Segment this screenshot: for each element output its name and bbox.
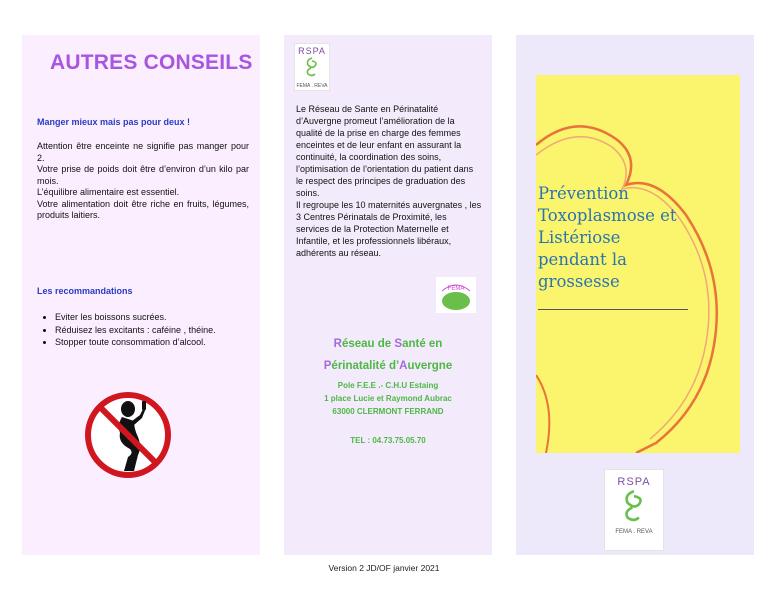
cover-title-line: Listériose (538, 228, 621, 247)
baby-logo-icon (303, 56, 321, 78)
logo-subtext: FEMA . REVA (296, 83, 328, 89)
cover-title-line: grossesse (538, 272, 620, 291)
network-description (296, 103, 482, 259)
paragraph: Le Réseau de Sante en Périnatalité d’Auvergne promeut l’amélioration de la qualité de la prise en charge des femmes enceintes et de leur enfant en assurant la continuité, la coordination des soins, l’optimisation de l’orientation du patient dans le respect des principes de graduation des soins. (296, 104, 474, 198)
advice-line: Votre prise de poids doit être d’environ d’un kilo par mois. (37, 164, 249, 186)
list-item: • Réduisez les excitants : caféine , théine. (55, 324, 216, 337)
phone-number: TEL : 04.73.75.05.70 (350, 436, 426, 445)
address-line: 63000 CLERMONT FERRAND (332, 407, 444, 416)
advice-line: L’équilibre alimentaire est essentiel. (37, 187, 180, 197)
fema-text: FEMA (447, 286, 465, 292)
baby-logo-icon (619, 488, 649, 524)
rspa-logo (294, 43, 330, 91)
cover-title-line: pendant la (538, 250, 627, 269)
address-line: Pole F.E.E .- C.H.U Estaing (337, 381, 439, 390)
list-item: • Eviter les boissons sucrées. (55, 311, 216, 324)
left-panel (22, 35, 260, 555)
list-item: • Stopper toute consommation d’alcool. (55, 336, 216, 349)
logo-subtext: FEMA . REVA (615, 529, 653, 535)
advice-paragraph (37, 141, 249, 222)
paragraph: Il regroupe les 10 maternités auvergnates , les 3 Centres Périnatals de Proximité, les services de la Protection Maternelle et Infantile, et les professionnels libéraux, adhérents au réseau. (296, 200, 482, 258)
cover-title-line: Toxoplasmose et (538, 206, 677, 225)
org-name-line1: Réseau de Santé en (333, 338, 443, 350)
right-panel (516, 35, 754, 555)
subtitle-recommendations: Les recommandations (37, 286, 133, 296)
cover-title-line: Prévention (538, 184, 629, 203)
no-alcohol-pregnant-icon (84, 391, 172, 479)
fema-logo-icon (436, 277, 476, 313)
version-footer: Version 2 JD/OF janvier 2021 (328, 563, 440, 573)
logo-text: RSPA (298, 46, 326, 56)
title-underline (538, 309, 688, 310)
recommendations-list (37, 311, 216, 349)
middle-panel (284, 35, 492, 555)
panel-title: AUTRES CONSEILS (50, 51, 253, 74)
advice-line: Votre alimentation doit être riche en fruits, légumes, produits laitiers. (37, 198, 249, 220)
address-line: 1 place Lucie et Raymond Aubrac (324, 394, 452, 403)
subtitle-eat-better: Manger mieux mais pas pour deux ! (37, 117, 191, 127)
logo-text: RSPA (617, 476, 651, 488)
rspa-logo-cover (604, 469, 664, 551)
advice-line: Attention être enceinte ne signifie pas manger pour 2. (37, 141, 249, 163)
org-name-line2: Périnatalité d’Auvergne (323, 360, 453, 372)
cover-title (538, 183, 708, 293)
